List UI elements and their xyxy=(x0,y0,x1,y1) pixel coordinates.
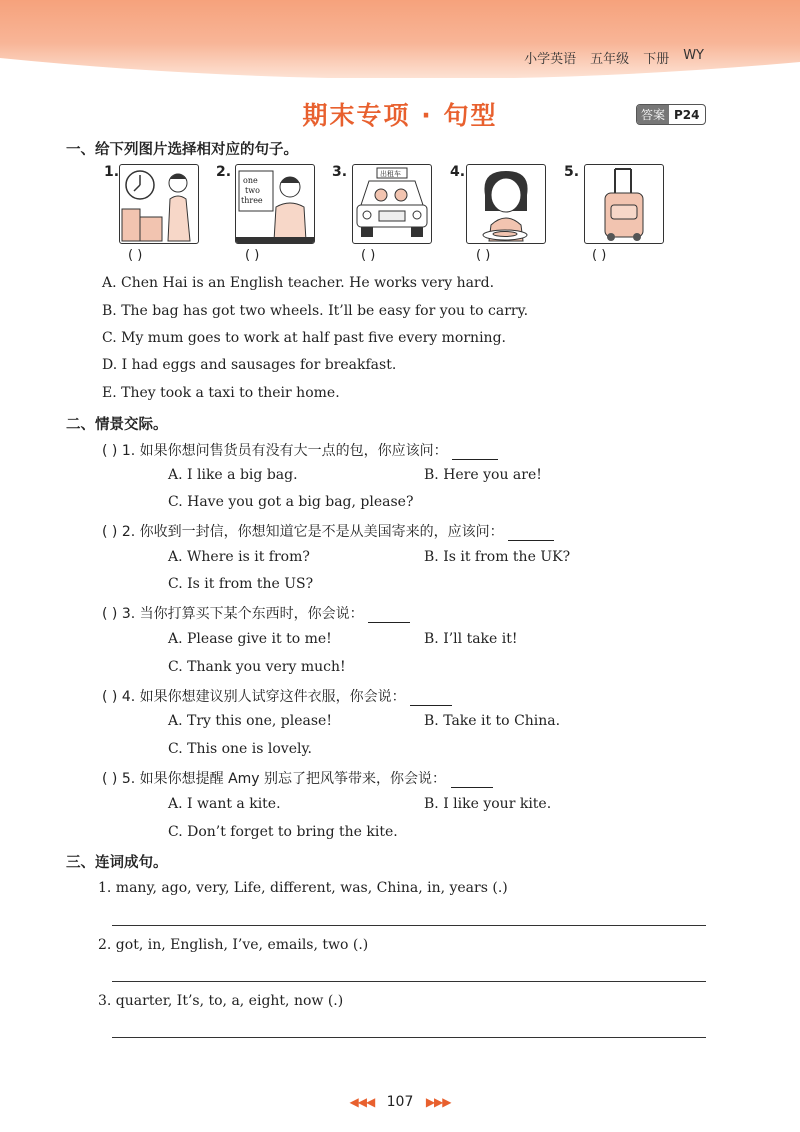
answer-line-2[interactable] xyxy=(112,981,706,982)
question-1-option-c: C. Have you got a big bag, please? xyxy=(168,494,414,510)
question-4-number: 4. xyxy=(121,689,136,705)
board-text-3: three xyxy=(241,196,263,205)
header-meta xyxy=(524,48,704,67)
question-4-option-b: B. Take it to China. xyxy=(424,713,561,729)
taxi-sign-text: 出租车 xyxy=(380,170,401,178)
section2-heading: 二、情景交际。 xyxy=(66,417,168,433)
page-number: 107 xyxy=(386,1094,414,1110)
picture-1 xyxy=(119,164,199,244)
answer-tag xyxy=(636,104,706,125)
prev-arrows-icon: ◀◀◀ xyxy=(349,1095,375,1109)
question-2-text: 你收到一封信，你想知道它是不是从美国寄来的，应该问： xyxy=(139,524,504,540)
question-5-text: 如果你想提醒 Amy 别忘了把风筝带来，你会说： xyxy=(139,771,447,787)
board-text-2: two xyxy=(245,186,260,195)
picture-number-1: 1. xyxy=(104,164,120,180)
picture-5 xyxy=(584,164,664,244)
question-2-option-b: B. Is it from the UK? xyxy=(424,549,571,565)
edition-label: WY xyxy=(683,48,704,63)
answer-label: 答案 xyxy=(637,105,669,124)
next-arrows-icon: ▶▶▶ xyxy=(425,1095,451,1109)
clock-woman-icon xyxy=(120,165,198,243)
picture-number-5: 5. xyxy=(564,164,580,180)
reorder-item-3: 3. quarter, It’s, to, a, eight, now (.) xyxy=(98,993,344,1009)
taxi-icon xyxy=(353,165,431,243)
picture-paren-3: ( ) xyxy=(361,248,376,263)
question-2-option-a: A. Where is it from? xyxy=(168,549,310,565)
picture-paren-4: ( ) xyxy=(476,248,491,263)
question-4 xyxy=(102,686,452,706)
question-3-option-a: A. Please give it to me! xyxy=(168,631,332,647)
question-3-number: 3. xyxy=(121,606,136,622)
reorder-item-1: 1. many, ago, very, Life, different, was, China, in, years (.) xyxy=(98,880,508,896)
question-5-paren: ( ) xyxy=(102,771,118,787)
answer-line-1[interactable] xyxy=(112,925,706,926)
question-1-text: 如果你想问售货员有没有大一点的包，你应该问： xyxy=(139,443,448,459)
reorder-item-2: 2. got, in, English, I’ve, emails, two (.) xyxy=(98,937,369,953)
answer-page: P24 xyxy=(674,107,700,122)
question-3-paren: ( ) xyxy=(102,606,118,622)
picture-number-4: 4. xyxy=(450,164,466,180)
option-b: B. The bag has got two wheels. It’ll be easy for you to carry. xyxy=(102,303,529,319)
question-3-option-c: C. Thank you very much! xyxy=(168,659,346,675)
question-1-number: 1. xyxy=(121,443,136,459)
section3-heading: 三、连词成句。 xyxy=(66,855,168,871)
page-footer xyxy=(0,1094,800,1110)
question-3 xyxy=(102,603,410,623)
page-title: 期末专项 · 句型 xyxy=(302,101,498,130)
question-5-number: 5. xyxy=(121,771,136,787)
question-2-number: 2. xyxy=(121,524,136,540)
picture-paren-1: ( ) xyxy=(128,248,143,263)
picture-paren-2: ( ) xyxy=(245,248,260,263)
question-1-option-a: A. I like a big bag. xyxy=(168,467,298,483)
teacher-board-icon xyxy=(236,165,314,243)
term-label: 下册 xyxy=(643,52,670,67)
question-4-blank[interactable] xyxy=(410,705,452,706)
question-4-option-a: A. Try this one, please! xyxy=(168,713,332,729)
question-2-paren: ( ) xyxy=(102,524,118,540)
question-4-text: 如果你想建议别人试穿这件衣服，你会说： xyxy=(139,689,406,705)
picture-number-2: 2. xyxy=(216,164,232,180)
question-1-option-b: B. Here you are! xyxy=(424,467,542,483)
board-text-1: one xyxy=(243,176,258,185)
option-a: A. Chen Hai is an English teacher. He works very hard. xyxy=(102,275,495,291)
picture-2 xyxy=(235,164,315,244)
option-c: C. My mum goes to work at half past five every morning. xyxy=(102,330,506,346)
question-2 xyxy=(102,521,554,541)
option-e: E. They took a taxi to their home. xyxy=(102,385,340,401)
picture-paren-5: ( ) xyxy=(592,248,607,263)
question-4-paren: ( ) xyxy=(102,689,118,705)
question-5-option-a: A. I want a kite. xyxy=(168,796,281,812)
picture-4 xyxy=(466,164,546,244)
question-3-blank[interactable] xyxy=(368,622,410,623)
question-4-option-c: C. This one is lovely. xyxy=(168,741,312,757)
grade-label: 五年级 xyxy=(590,52,630,67)
picture-3 xyxy=(352,164,432,244)
question-1-paren: ( ) xyxy=(102,443,118,459)
answer-line-3[interactable] xyxy=(112,1037,706,1038)
wheeled-bag-icon xyxy=(585,165,663,243)
question-3-text: 当你打算买下某个东西时，你会说： xyxy=(139,606,364,622)
question-5-blank[interactable] xyxy=(451,787,493,788)
question-1 xyxy=(102,440,498,460)
question-5-option-c: C. Don’t forget to bring the kite. xyxy=(168,824,398,840)
question-3-option-b: B. I’ll take it! xyxy=(424,631,518,647)
picture-number-3: 3. xyxy=(332,164,348,180)
question-5-option-b: B. I like your kite. xyxy=(424,796,552,812)
question-2-option-c: C. Is it from the US? xyxy=(168,576,314,592)
section1-heading: 一、给下列图片选择相对应的句子。 xyxy=(66,142,298,158)
option-d: D. I had eggs and sausages for breakfast. xyxy=(102,357,397,373)
subject-label: 小学英语 xyxy=(524,52,577,67)
girl-eating-icon xyxy=(467,165,545,243)
question-2-blank[interactable] xyxy=(508,540,554,541)
question-1-blank[interactable] xyxy=(452,459,498,460)
question-5 xyxy=(102,768,493,788)
